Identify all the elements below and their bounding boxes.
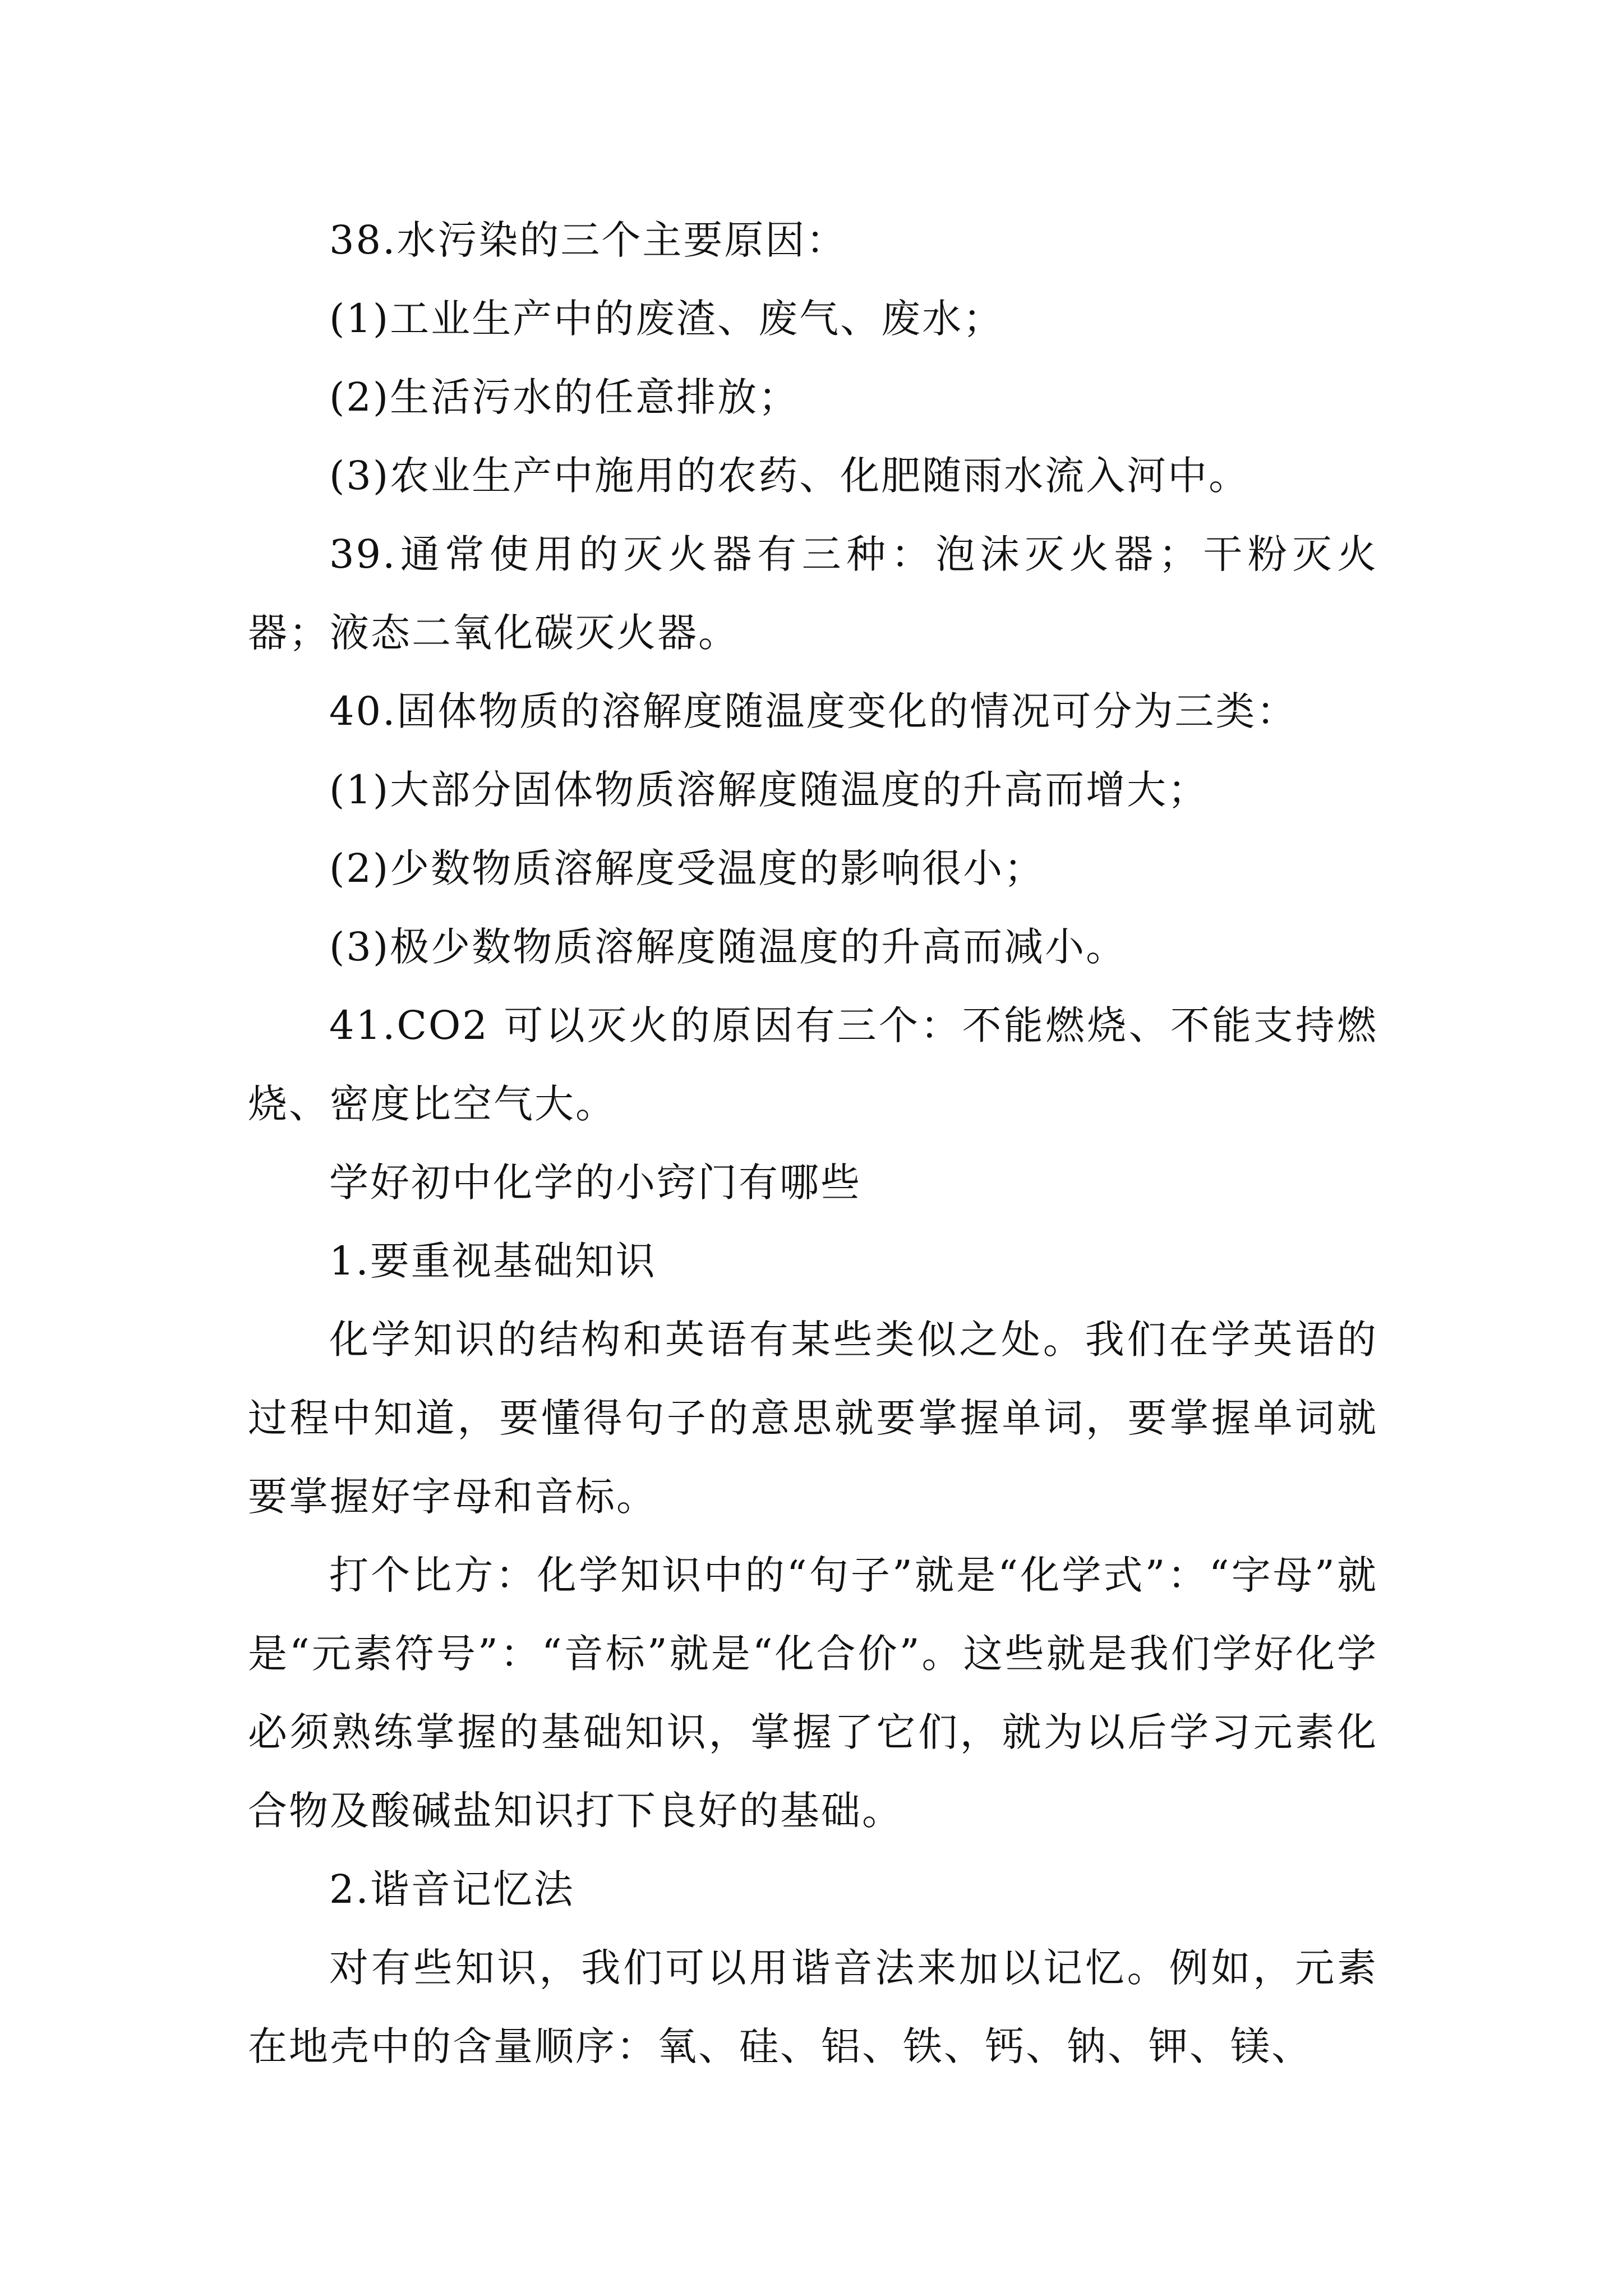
paragraph-item-41: 41.CO2 可以灭火的原因有三个：不能燃烧、不能支持燃烧、密度比空气大。 bbox=[248, 1002, 1378, 1127]
paragraph-item-38: 38.水污染的三个主要原因： bbox=[329, 217, 847, 263]
subheading-mnemonic: 2.谐音记忆法 bbox=[329, 1866, 575, 1912]
subheading-basic-knowledge: 1.要重视基础知识 bbox=[329, 1238, 657, 1284]
paragraph-item-38-2: (2)生活污水的任意排放； bbox=[329, 374, 800, 420]
paragraph-item-40-3: (3)极少数物质溶解度随温度的升高而减小。 bbox=[329, 924, 1127, 970]
paragraph-mnemonic: 对有些知识，我们可以用谐音法来加以记忆。例如，元素在地壳中的含量顺序：氧、硅、铝、铁、钙、钠、钾、镁、 bbox=[248, 1945, 1378, 2069]
paragraph-item-40: 40.固体物质的溶解度随温度变化的情况可分为三类： bbox=[329, 688, 1298, 734]
paragraph-basic-knowledge-1: 化学知识的结构和英语有某些类似之处。我们在学英语的过程中知道，要懂得句子的意思就要掌握单词，要掌握单词就要掌握好字母和音标。 bbox=[248, 1317, 1378, 1520]
document-body bbox=[248, 201, 1378, 2086]
section-heading: 学好初中化学的小窍门有哪些 bbox=[329, 1159, 861, 1205]
paragraph-item-39: 39.通常使用的灭火器有三种：泡沫灭火器；干粉灭火器；液态二氧化碳灭火器。 bbox=[248, 531, 1378, 656]
paragraph-item-38-1: (1)工业生产中的废渣、废气、废水； bbox=[329, 296, 1004, 342]
paragraph-item-40-1: (1)大部分固体物质溶解度随温度的升高而增大； bbox=[329, 767, 1209, 813]
paragraph-basic-knowledge-2: 打个比方：化学知识中的“句子”就是“化学式”：“字母”就是“元素符号”：“音标”就是“化合价”。这些就是我们学好化学必须熟练掌握的基础知识，掌握了它们，就为以后学习元素化合物及酸碱盐知识打下良好的基础。 bbox=[248, 1552, 1378, 1834]
paragraph-item-38-3: (3)农业生产中施用的农药、化肥随雨水流入河中。 bbox=[329, 453, 1250, 499]
paragraph-item-40-2: (2)少数物质溶解度受温度的影响很小； bbox=[329, 845, 1045, 891]
